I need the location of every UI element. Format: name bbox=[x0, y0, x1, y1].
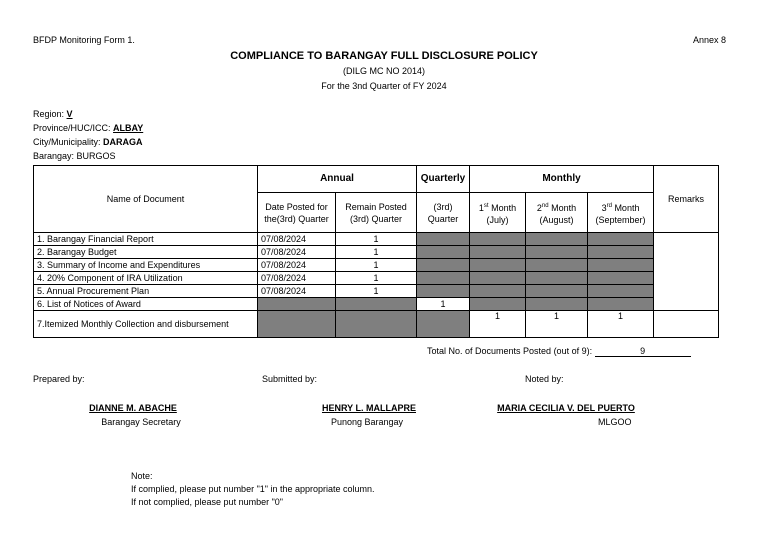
city-line bbox=[33, 137, 143, 147]
table-row bbox=[34, 233, 719, 246]
row-remain: 1 bbox=[336, 272, 417, 285]
barangay-line bbox=[33, 151, 116, 161]
total-value: 9 bbox=[595, 346, 691, 357]
row-date bbox=[258, 311, 336, 338]
row-month-2 bbox=[526, 259, 588, 272]
row-remain: 1 bbox=[336, 285, 417, 298]
row-month-2 bbox=[526, 272, 588, 285]
row-quarter bbox=[417, 233, 470, 246]
note-heading: Note: bbox=[131, 471, 153, 481]
header-month-1: 1st Month (July) bbox=[470, 193, 526, 233]
reporting-period: For the 3nd Quarter of FY 2024 bbox=[321, 81, 447, 91]
noted-by-label: Noted by: bbox=[525, 374, 564, 384]
row-date: 07/08/2024 bbox=[258, 233, 336, 246]
submitted-by-label: Submitted by: bbox=[262, 374, 318, 384]
row-month-1 bbox=[470, 285, 526, 298]
header-annual: Annual bbox=[258, 166, 417, 193]
row-month-2 bbox=[526, 285, 588, 298]
header-name-of-document: Name of Document bbox=[34, 166, 258, 233]
noted-by-title: MLGOO bbox=[598, 417, 632, 427]
document-title: COMPLIANCE TO BARANGAY FULL DISCLOSURE POLICY bbox=[230, 50, 538, 62]
row-quarter bbox=[417, 285, 470, 298]
row-month-3: 1 bbox=[588, 311, 654, 338]
table-row bbox=[34, 298, 719, 311]
barangay-value: BURGOS bbox=[76, 151, 116, 161]
table-row bbox=[34, 272, 719, 285]
prepared-by-title: Barangay Secretary bbox=[101, 417, 181, 427]
row-month-2 bbox=[526, 298, 588, 311]
row-name: 5. Annual Procurement Plan bbox=[34, 285, 258, 298]
submitted-by-title: Punong Barangay bbox=[330, 417, 404, 427]
row-month-1 bbox=[470, 259, 526, 272]
prepared-by-label: Prepared by: bbox=[33, 374, 85, 384]
prepared-by-name: DIANNE M. ABACHE bbox=[89, 403, 177, 413]
row-quarter: 1 bbox=[417, 298, 470, 311]
header-month-3: 3rd Month (September) bbox=[588, 193, 654, 233]
noted-by-name: MARIA CECILIA V. DEL PUERTO bbox=[497, 403, 635, 413]
row-month-3 bbox=[588, 285, 654, 298]
row-name: 7.Itemized Monthly Collection and disbursement bbox=[34, 311, 258, 338]
total-documents-line bbox=[427, 346, 691, 357]
region-line bbox=[33, 109, 73, 119]
row-date bbox=[258, 298, 336, 311]
row-month-3 bbox=[588, 259, 654, 272]
row-remain bbox=[336, 298, 417, 311]
form-label: BFDP Monitoring Form 1. bbox=[33, 35, 135, 45]
header-remain-posted: Remain Posted (3rd) Quarter bbox=[336, 193, 417, 233]
city-label: City/Municipality: bbox=[33, 137, 101, 147]
header-quarterly: Quarterly bbox=[417, 166, 470, 193]
row-date: 07/08/2024 bbox=[258, 285, 336, 298]
document-subtitle: (DILG MC NO 2014) bbox=[342, 66, 426, 76]
row-month-1 bbox=[470, 233, 526, 246]
row-quarter bbox=[417, 311, 470, 338]
row-remain: 1 bbox=[336, 246, 417, 259]
row-month-3 bbox=[588, 233, 654, 246]
row-name: 6. List of Notices of Award bbox=[34, 298, 258, 311]
header-date-posted: Date Posted for the(3rd) Quarter bbox=[258, 193, 336, 233]
region-value: V bbox=[66, 109, 73, 119]
row-remarks bbox=[654, 233, 719, 311]
barangay-label: Barangay: bbox=[33, 151, 75, 161]
header-quarter: (3rd) Quarter bbox=[417, 193, 470, 233]
annex-label: Annex 8 bbox=[692, 35, 726, 45]
region-label: Region: bbox=[33, 109, 65, 119]
row-quarter bbox=[417, 272, 470, 285]
province-line bbox=[33, 123, 143, 133]
row-name: 1. Barangay Financial Report bbox=[34, 233, 258, 246]
row-month-3 bbox=[588, 272, 654, 285]
header-remarks: Remarks bbox=[654, 166, 719, 233]
province-label: Province/HUC/ICC: bbox=[33, 123, 111, 133]
row-month-1: 1 bbox=[470, 311, 526, 338]
row-date: 07/08/2024 bbox=[258, 272, 336, 285]
row-name: 4. 20% Component of IRA Utilization bbox=[34, 272, 258, 285]
row-date: 07/08/2024 bbox=[258, 259, 336, 272]
row-name: 2. Barangay Budget bbox=[34, 246, 258, 259]
header-month-2: 2nd Month (August) bbox=[526, 193, 588, 233]
province-value: ALBAY bbox=[113, 123, 144, 133]
row-name: 3. Summary of Income and Expenditures bbox=[34, 259, 258, 272]
row-remain bbox=[336, 311, 417, 338]
row-remain: 1 bbox=[336, 233, 417, 246]
row-month-1 bbox=[470, 246, 526, 259]
row-month-3 bbox=[588, 298, 654, 311]
note-line-1: If complied, please put number "1" in the appropriate column. bbox=[131, 484, 375, 494]
note-line-2: If not complied, please put number "0" bbox=[131, 497, 283, 507]
row-month-2 bbox=[526, 233, 588, 246]
total-label: Total No. of Documents Posted (out of 9): bbox=[427, 346, 593, 356]
table-row bbox=[34, 259, 719, 272]
row-quarter bbox=[417, 246, 470, 259]
table-row bbox=[34, 285, 719, 298]
row-month-1 bbox=[470, 298, 526, 311]
row-remarks bbox=[654, 311, 719, 338]
row-remain: 1 bbox=[336, 259, 417, 272]
row-date: 07/08/2024 bbox=[258, 246, 336, 259]
row-month-2: 1 bbox=[526, 311, 588, 338]
header-monthly: Monthly bbox=[470, 166, 654, 193]
compliance-table bbox=[33, 165, 719, 338]
submitted-by-name: HENRY L. MALLAPRE bbox=[321, 403, 416, 413]
row-month-2 bbox=[526, 246, 588, 259]
table-row bbox=[34, 311, 719, 338]
row-month-1 bbox=[470, 272, 526, 285]
city-value: DARAGA bbox=[103, 137, 143, 147]
row-quarter bbox=[417, 259, 470, 272]
table-row bbox=[34, 246, 719, 259]
row-month-3 bbox=[588, 246, 654, 259]
